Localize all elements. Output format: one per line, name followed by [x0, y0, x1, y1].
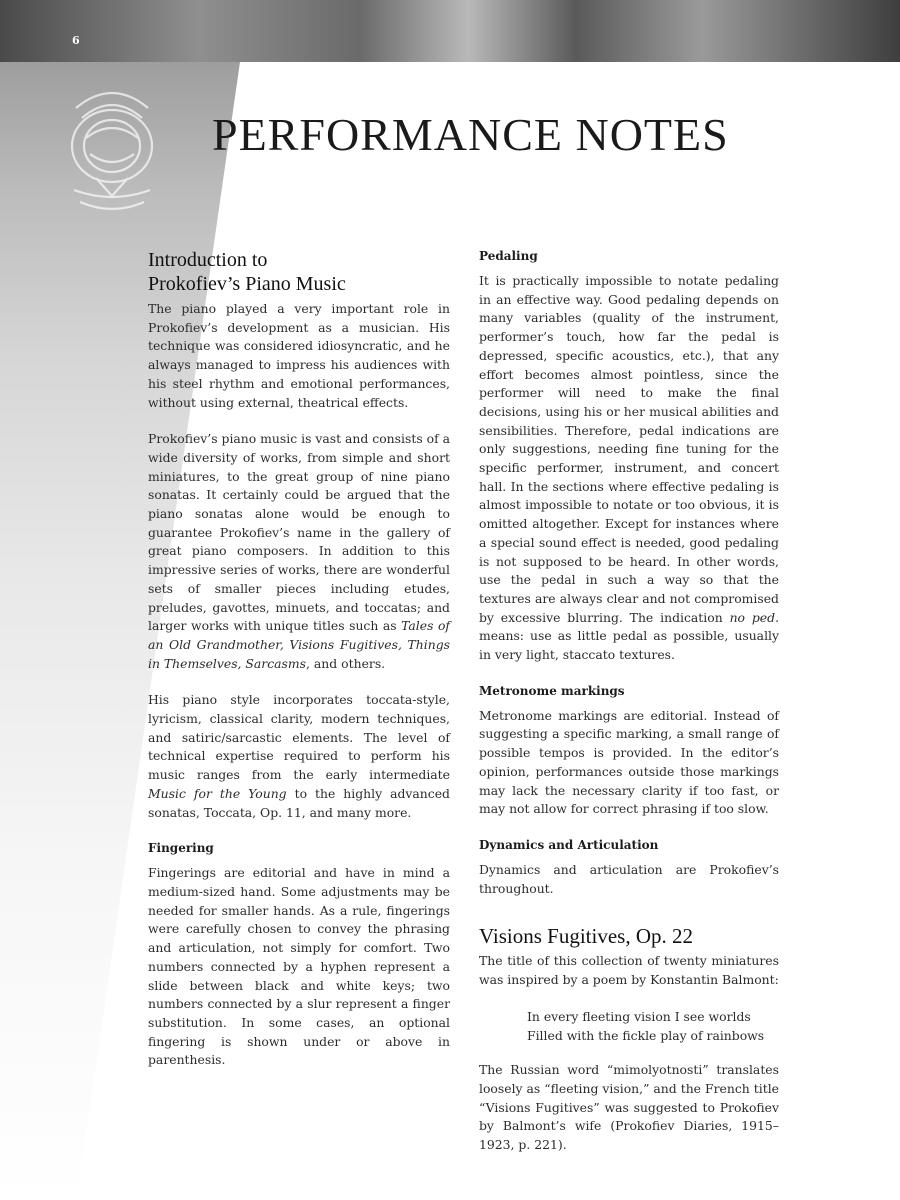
intro-heading-line1: Introduction to: [148, 249, 268, 271]
left-column: [148, 248, 450, 1088]
intro-paragraph-3-title: Music for the Young: [148, 785, 287, 801]
page-number: 6: [72, 34, 80, 47]
right-column: [479, 248, 779, 1173]
dynamics-paragraph: Dynamics and articulation are Prokofiev’s throughout.: [479, 861, 779, 896]
intro-heading: [148, 248, 450, 296]
visions-paragraph-2: The Russian word “mimolyotnosti” translates loosely as “fleeting vision,” and the French title “Visions Fugitives” was suggested to Prokofiev by Balmont’s wife (Prokofiev Diaries, 1915–1923, p. 221).: [479, 1062, 779, 1153]
fingering-heading: Fingering: [148, 841, 214, 856]
pedaling-heading: Pedaling: [479, 249, 538, 263]
poem-line-2: Filled with the fickle play of rainbows: [527, 1027, 765, 1043]
fingering-paragraph: Fingerings are editorial and have in mind a medium-sized hand. Some adjustments may be needed for smaller hands. As a rule, fingerings were carefully chosen to convey the phrasing and articulation, not simply for comfort. Two numbers connected by a hyphen represent a slide between black and white keys; two numbers connected by a slur represent a finger substitution. In some cases, an optional fingering is shown under or above in parenthesis.: [148, 865, 450, 1068]
intro-heading-line2: Prokofiev’s Piano Music: [148, 273, 346, 295]
dynamics-heading: Dynamics and Articulation: [479, 837, 659, 852]
page-title: PERFORMANCE NOTES: [212, 109, 729, 160]
pedaling-paragraph: It is practically impossible to notate pedaling in an effective way. Good pedaling depends on many variables (quality of the instrument, performer’s touch, how far the pedal is depressed, specific acoustics, etc.), that any effort becomes almost pointless, since the performer will need to make the final decisions, using his or her musical abilities and sensibilities. Therefore, pedal indications are only suggestions, needing fine tuning for the specific performer, instrument, and concert hall. In the sections where effective pedaling is almost impossible to notate or too obvious, it is omitted altogether. Except for instances where a special sound effect is needed, good pedaling is not supposed to be heard. In other words, use the pedal in such a way so that the textures are always clear and not compromised by excessive blurring. The indication no ped. means: use as little pedal as possible, usually in very light, staccato textures.: [479, 273, 780, 663]
intro-paragraph-1: The piano played a very important role in Prokofiev’s development as a musician. His technique was considered idiosyncratic, and he always managed to impress his audiences with his steel rhythm and emotional performances, without using external, theatrical effects.: [148, 301, 450, 410]
intro-paragraph-2: Prokofiev’s piano music is vast and consists of a wide diversity of works, from simple and short miniatures, to the great group of nine piano sonatas. It certainly could be argued that the piano sonatas alone would be enough to guarantee Prokofiev’s name in the gallery of great piano composers. In addition to this impressive series of works, there are wonderful sets of smaller pieces including etudes, preludes, gavottes, minuets, and toccatas; and larger works with unique titles such as Tales of an Old Grandmother, Visions Fugitives, Things in Themselves, Sarcasms, and others.: [148, 431, 450, 671]
header-band: [0, 0, 900, 62]
poem-quote: [527, 1008, 779, 1045]
metronome-paragraph: Metronome markings are editorial. Instead of suggesting a specific marking, a small range of possible tempos is provided. In the editor’s opinion, performances outside those markings may lack the necessary clarity if too fast, or may not allow for correct phrasing if too slow.: [479, 707, 779, 817]
crest-emblem-icon: [56, 78, 168, 220]
intro-paragraph-3: His piano style incorporates toccata-style, lyricism, classical clarity, modern techniques, and satiric/sarcastic elements. The level of technical expertise required to perform his music ranges from the early intermediate Music for the Young to the highly advanced sonatas, Toccata, Op. 11, and many more.: [148, 692, 450, 820]
visions-paragraph-1: The title of this collection of twenty miniatures was inspired by a poem by Konstantin Balmont:: [479, 953, 779, 988]
poem-line-1: In every fleeting vision I see worlds: [527, 1008, 751, 1024]
metronome-heading: Metronome markings: [479, 683, 625, 698]
pedaling-term: no ped.: [729, 609, 780, 625]
intro-paragraph-2-titles: Tales of an Old Grandmother, Visions Fugitives, Things in Themselves, Sarcasms: [148, 618, 450, 671]
visions-heading: Visions Fugitives, Op. 22: [479, 924, 694, 949]
